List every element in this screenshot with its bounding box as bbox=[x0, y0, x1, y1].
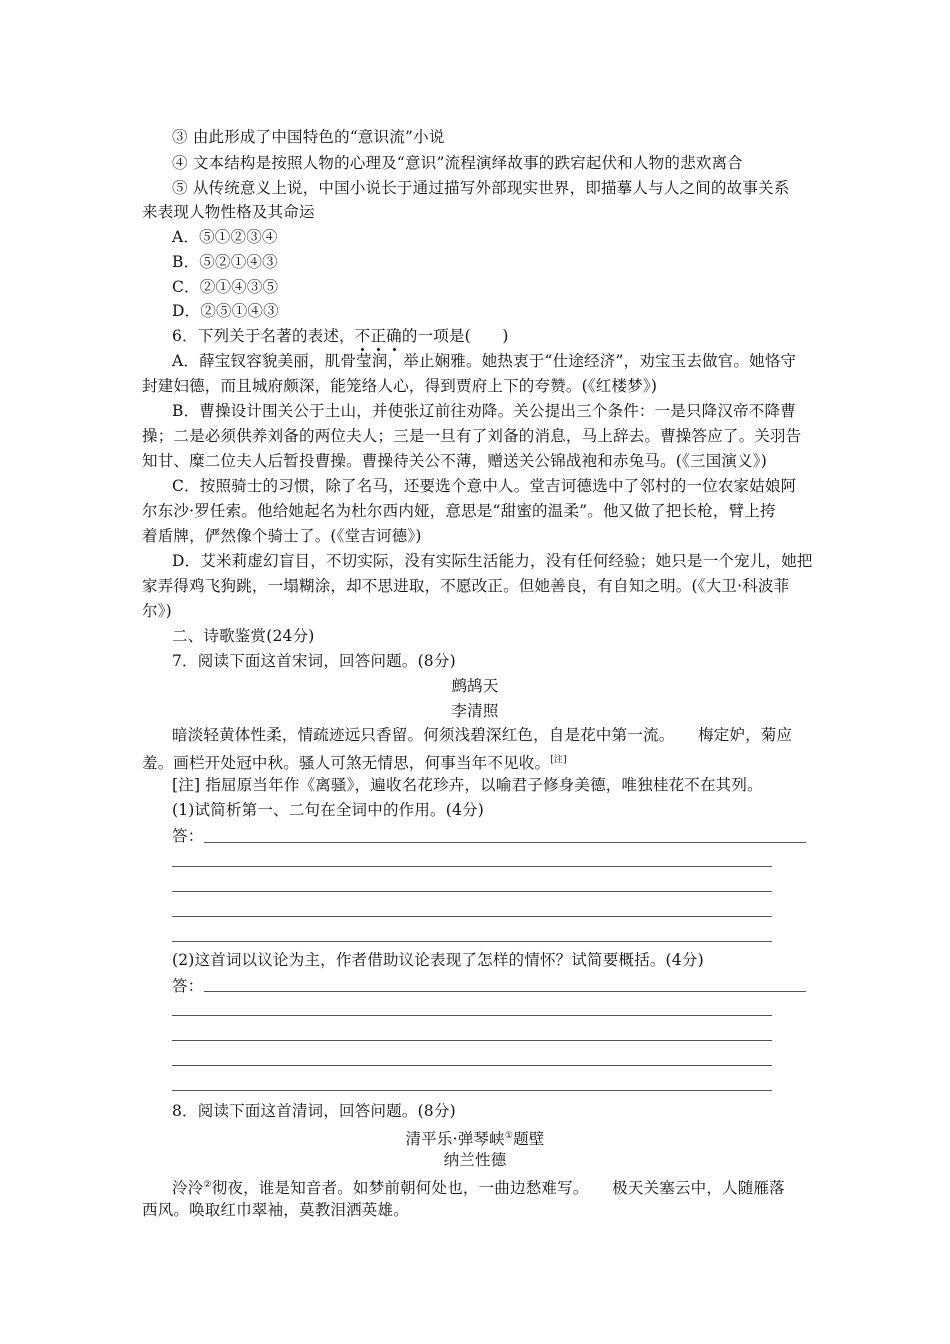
q5-option-c: C．②①④③⑤ bbox=[172, 278, 279, 296]
poem-author: 纳兰性德 bbox=[443, 1151, 507, 1169]
poem-line2: 西风。唤取红巾翠袖，莫教泪洒英雄。 bbox=[142, 1201, 409, 1219]
q6-c-line3: 着盾牌，俨然像个骑士了。(《堂吉诃德》) bbox=[142, 527, 422, 545]
note-marker: [注] bbox=[550, 755, 567, 765]
poem-line1: 泠泠②彻夜，谁是知音者。如梦前朝何处也，一曲边愁难写。 极天关塞云中，人随雁落 bbox=[172, 1179, 785, 1197]
q5-option-b: B．⑤②①④③ bbox=[172, 253, 278, 271]
poem-line1: 暗淡轻黄体性柔，情疏迹远只香留。何须浅碧深红色，自是花中第一流。 梅定妒，菊应 bbox=[172, 726, 793, 744]
q6-d-line3: 尔》) bbox=[142, 602, 172, 620]
emphasis-char: 不 bbox=[354, 327, 371, 345]
q6-a-line2: 封建妇德，而且城府颇深，能笼络人心，得到贾府上下的夸赞。(《红楼梦》) bbox=[142, 377, 658, 395]
q5-item-5-cont: 来表现人物性格及其命运 bbox=[142, 203, 315, 221]
q5-item-5: ⑤ 从传统意义上说，中国小说长于通过描写外部现实世界，即描摹人与人之间的故事关系 bbox=[172, 179, 790, 197]
q5-item-4: ④ 文本结构是按照人物的心理及“意识”流程演绎故事的跌宕起伏和人物的悲欢离合 bbox=[172, 154, 743, 172]
q6-b-line3: 知甘、糜二位夫人后暂投曹操。曹操待关公不薄，赠送关公锦战袍和赤兔马。(《三国演义》) bbox=[142, 452, 767, 470]
poem-title: 鹧鸪天 bbox=[451, 677, 499, 695]
q7-sub1: (1)试简析第一、二句在全词中的作用。(4分) bbox=[172, 801, 485, 819]
answer-label: 答： bbox=[172, 977, 204, 995]
q5-option-d: D．②⑤①④③ bbox=[172, 302, 279, 320]
q6-c-line1: C．按照骑士的习惯，除了名马，还要选个意中人。堂吉诃德选中了邻村的一位农家姑娘阿 bbox=[172, 477, 797, 495]
answer-line[interactable] bbox=[172, 916, 772, 917]
answer-line[interactable] bbox=[172, 1065, 772, 1066]
q6-b-line1: B．曹操设计围关公于土山，并使张辽前往劝降。关公提出三个条件：一是只降汉帝不降曹 bbox=[172, 402, 796, 420]
q6-b-line2: 操；二是必须供养刘备的两位夫人；三是一旦有了刘备的消息，马上辞去。曹操答应了。关羽告 bbox=[142, 427, 802, 445]
q7-stem: 7．阅读下面这首宋词，回答问题。(8分) bbox=[172, 652, 456, 670]
answer-line[interactable] bbox=[172, 891, 772, 892]
answer-line[interactable] bbox=[172, 1090, 772, 1091]
answer-line[interactable] bbox=[204, 842, 806, 843]
q5-option-a: A．⑤①②③④ bbox=[172, 228, 278, 246]
poem-title: 清平乐·弹琴峡①题壁 bbox=[405, 1130, 545, 1148]
answer-line[interactable] bbox=[172, 1040, 772, 1041]
answer-label: 答： bbox=[172, 827, 204, 845]
q6-d-line2: 家弄得鸡飞狗跳，一塌糊涂，却不思进取，不愿改正。但她善良，有自知之明。(《大卫·科波菲 bbox=[142, 577, 790, 595]
section-heading: 二、诗歌鉴赏(24分) bbox=[172, 627, 315, 645]
poem-line2: 羞。画栏开处冠中秋。骚人可煞无情思，何事当年不见收。[注] bbox=[142, 754, 567, 772]
q6-a-line1: A．薛宝钗容貌美丽，肌骨莹润，举止娴雅。她热衷于“仕途经济”，劝宝玉去做官。她恪守 bbox=[172, 352, 797, 370]
answer-line[interactable] bbox=[172, 866, 772, 867]
emphasis-char: 正 bbox=[370, 327, 387, 345]
answer-line[interactable] bbox=[172, 1015, 772, 1016]
q7-sub2: (2)这首词以议论为主，作者借助议论表现了怎样的情怀？试简要概括。(4分) bbox=[172, 951, 704, 969]
emphasis-char: 确 bbox=[386, 327, 402, 345]
q6-d-line1: D．艾米莉虚幻盲目，不切实际，没有实际生活能力，没有任何经验；她只是一个宠儿，她把 bbox=[172, 552, 813, 570]
q6-c-line2: 尔东沙·罗任索。他给她起名为杜尔西内娅，意思是“甜蜜的温柔”。他又做了把长枪，臂上挎 bbox=[142, 502, 776, 520]
answer-line[interactable] bbox=[172, 941, 772, 942]
poem-note: [注] 指屈原当年作《离骚》，遍收名花珍卉，以喻君子修身美德，唯独桂花不在其列。 bbox=[172, 776, 763, 794]
q5-item-3: ③ 由此形成了中国特色的“意识流”小说 bbox=[172, 128, 445, 146]
q8-stem: 8．阅读下面这首清词，回答问题。(8分) bbox=[172, 1102, 456, 1120]
q6-stem: 6．下列关于名著的表述，不正确的一项是( ) bbox=[172, 327, 509, 345]
answer-line[interactable] bbox=[204, 991, 806, 992]
poem-author: 李清照 bbox=[451, 702, 499, 720]
